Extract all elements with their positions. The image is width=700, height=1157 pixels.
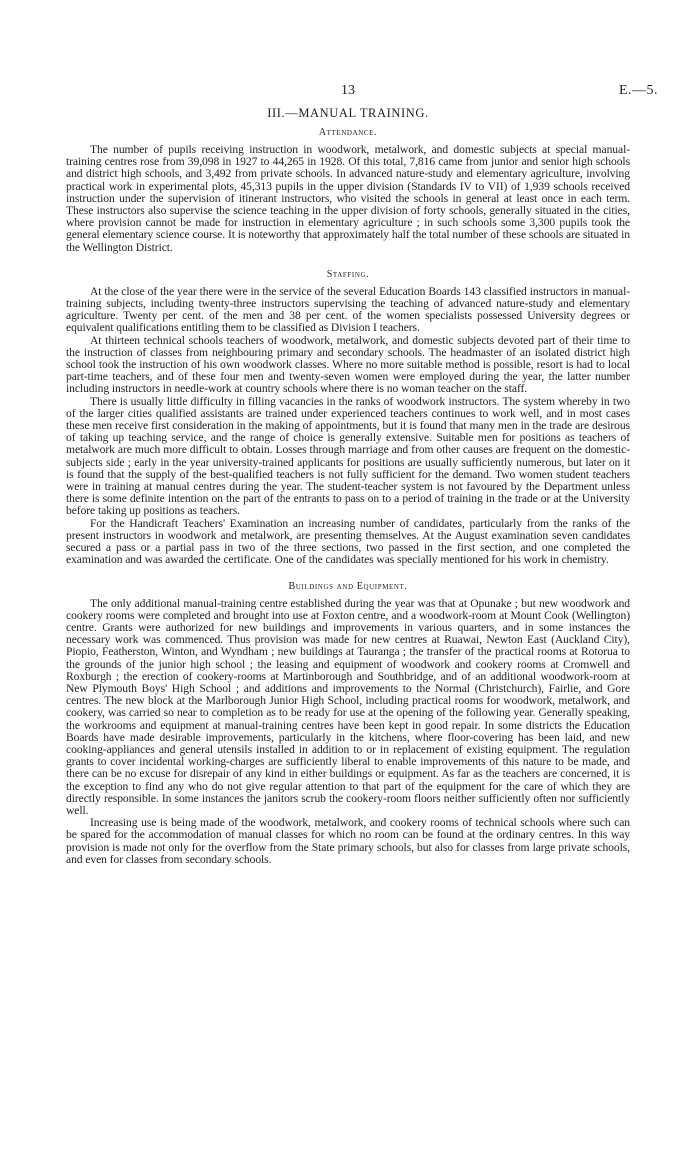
buildings-section	[66, 581, 630, 866]
attendance-paragraph: The number of pupils receiving instruction in woodwork, metalwork, and domestic subjects at special manual-training centres rose from 39,098 in 1927 to 44,265 in 1928. Of this total, 7,816 came from junior and senior high schools and district high schools, and 3,492 from private schools. In advanced nature-study and elementary agriculture, involving practical work in experimental plots, 45,313 pupils in the upper division (Standards IV to VII) of 1,939 schools received instruction under the supervision of itinerant instructors, who visited the schools in general at least once in each term. These instructors also supervise the science teaching in the upper division of forty schools, generally situated in the cities, where provision cannot be made for instruction in elementary agriculture ; in such schools some 3,300 pupils took the general elementary science course. It is noteworthy that approximately half the total number of these schools are situated in the Wellington District.	[66, 143, 630, 254]
staffing-section	[66, 269, 630, 567]
section-title: III.—MANUAL TRAINING.	[267, 106, 429, 120]
document-code: E.—5.	[618, 83, 658, 98]
staffing-heading: Staffing.	[326, 268, 370, 280]
staffing-paragraph: At the close of the year there were in the service of the several Education Boards 143 classified instructors in manual-training subjects, including twenty-three instructors supervising the teaching of advanced nature-study and elementary agriculture. Twenty per cent. of the men and 38 per cent. of the women specialists possessed University degrees or equivalent qualifications entitling them to be classified as Division I teachers.	[66, 284, 630, 335]
attendance-heading: Attendance.	[318, 127, 378, 138]
buildings-paragraph: The only additional manual-training centre established during the year was that at Opunake ; but new woodwork and cookery rooms were completed and brought into use at Foxton centre, and a woodwork-room at Mount Cook (Wellington) centre. Grants were authorized for new buildings and improvements in various quarters, and in some instances the necessary work was commenced. Thus provision was made for new centres at Ruawai, Newton East (Auckland City), Piopio, Featherston, Winton, and Wyndham ; new buildings at Tauranga ; the transfer of the practical rooms at Rotorua to the grounds of the junior high school ; the leasing and equipment of woodwork and cookery rooms at Cromwell and Roxburgh ; the erection of cookery-rooms at Martinborough and Southbridge, and of an additional woodwork-room at New Plymouth Boys' High School ; and additions and improvements to the Normal (Christchurch), Fairlie, and Gore centres. The new block at the Marlborough Junior High School, including practical rooms for woodwork, metalwork, and cookery, was carried so near to completion as to be ready for use at the opening of the following year. Generally speaking, the workrooms and equipment at manual-training centres have been kept in good repair. In some districts the Education Boards have made desirable improvements, particularly in the kitchens, where floor-covering has been laid, and new cooking-appliances and general utensils installed in addition to or in replacement of existing equipment. The regulation grants to cover incidental working-charges are sufficiently liberal to enable improvements of this nature to be made, and there can be no excuse for disrepair of any kind in either buildings or equipment. As far as the teachers are concerned, it is the exception to find any who do not give regular attention to that part of the equipment for the care of which they are directly responsible. In some instances the janitors scrub the cookery-room floors neither sufficiently often nor sufficiently well.	[66, 596, 630, 817]
buildings-paragraph: Increasing use is being made of the woodwork, metalwork, and cookery rooms of technical schools where such can be spared for the accommodation of manual classes for which no room can be found at the ordinary centres. In this way provision is made not only for the overflow from the State primary schools, but also for classes from large private schools, and even for classes from secondary schools.	[66, 816, 630, 866]
attendance-section	[66, 127, 630, 254]
page-number: 13	[341, 83, 355, 98]
page-header	[66, 0, 658, 106]
buildings-heading: Buildings and Equipment.	[288, 580, 408, 592]
staffing-paragraph: There is usually little difficulty in filling vacancies in the ranks of woodwork instructors. The system whereby in two of the larger cities qualified assistants are trained under experienced teachers continues to work well, and in most cases these men receive first consideration in the making of appointments, but it is found that many men in the trade are desirous of taking up teaching service, and the range of choice is generally extensive. Suitable men for positions as teachers of metalwork are much more difficult to obtain. Losses through marriage and from other causes are frequent on the domestic-subjects side ; early in the year university-trained applicants for positions are usually sufficiently numerous, but later on it is found that the supply of the best-qualified teachers is not fully sufficient for the demand. Two women student teachers were in training at manual centres during the year. The student-teacher system is not favoured by the Department unless there is some definite intention on the part of the entrants to pass on to a period of training in the trade or at the University before taking up positions as teachers.	[66, 394, 630, 518]
staffing-paragraph: At thirteen technical schools teachers of woodwork, metalwork, and domestic subjects devoted part of their time to the instruction of classes from neighbouring primary and secondary schools. The headmaster of an isolated district high school took the instruction of his own woodwork classes. Where no more suitable method is possible, resort is had to local part-time teachers, and of these four men and twenty-seven women were employed during the year, the latter number including instructors in needle-work at country schools where there is no woman teacher on the staff.	[66, 333, 630, 396]
staffing-paragraph: For the Handicraft Teachers' Examination an increasing number of candidates, particularly from the ranks of the present instructors in woodwork and metalwork, are presenting themselves. At the August examination seven candidates secured a pass or a partial pass in two of the three sections, two passed in the first section, and one completed the examination and was awarded the certificate. One of the candidates was specially mentioned for his work in chemistry.	[66, 516, 630, 567]
